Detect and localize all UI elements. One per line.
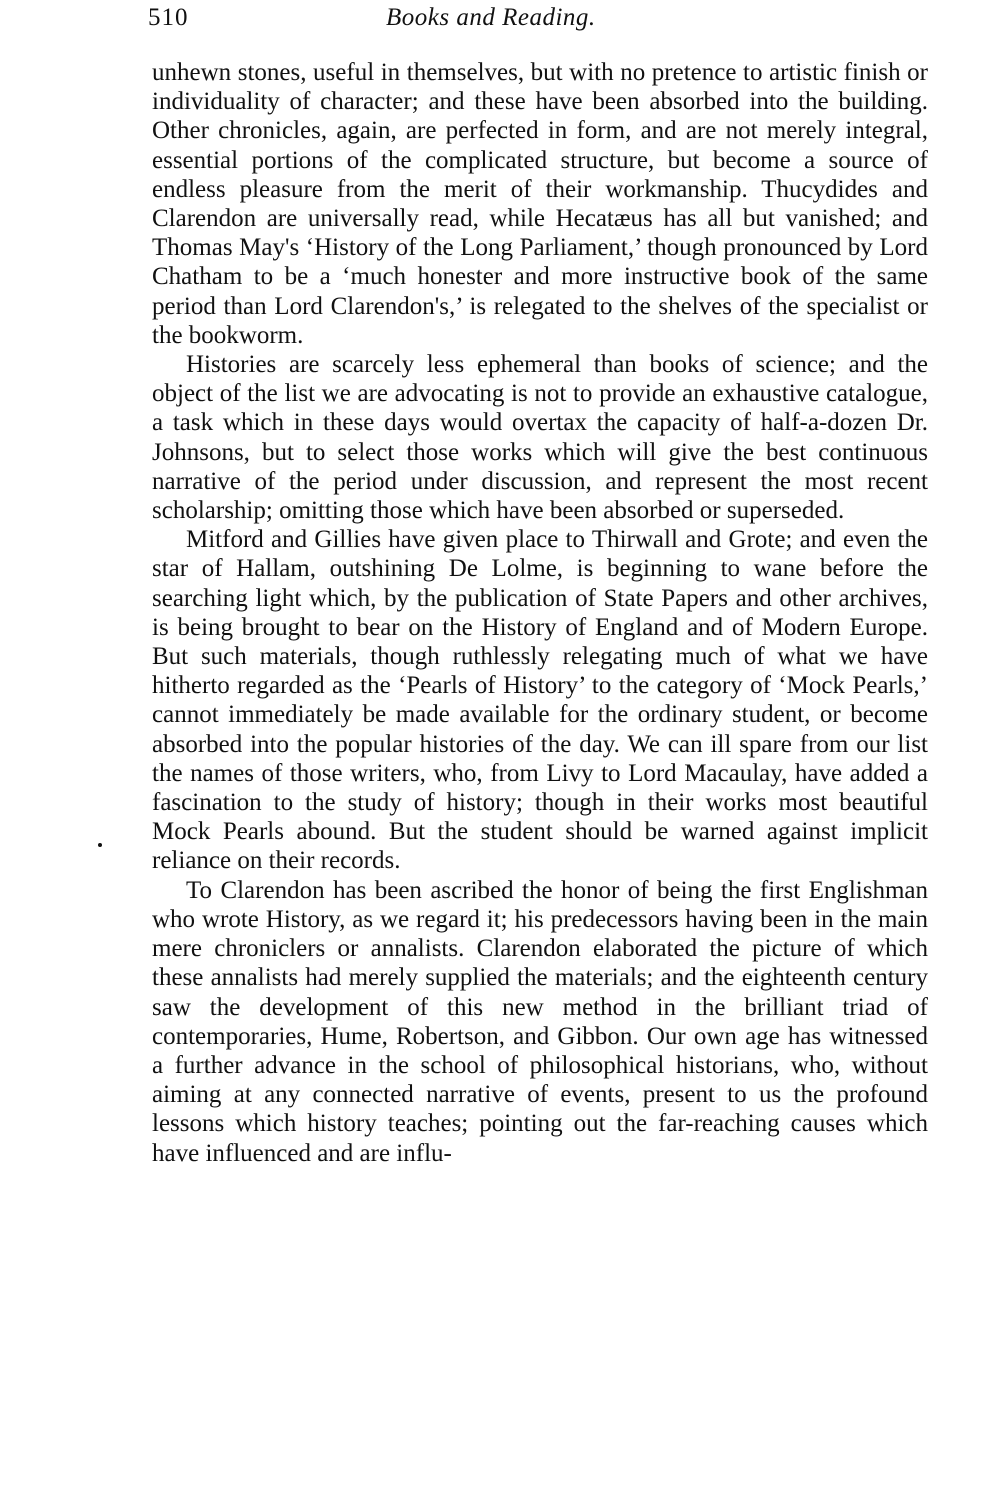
paragraph-mitford: Mitford and Gillies have given place to Thirwall and Grote; and even the star of Hallam, outshining De Lolme, is beginning to wane before the searching light which, by the publication of State Papers and other archives, is being brought to bear on the History of England and of Modern Europe. But such materials, though ruthlessly relegating much of what we have hitherto regarded as the ‘Pearls of History’ to the category of ‘Mock Pearls,’ cannot immediately be made available for the ordinary student, or become absorbed into the popular histories of the day. We can ill spare from our list the names of those writers, who, from Livy to Lord Macaulay, have added a fascination to the study of history; though in their works most beautiful Mock Pearls abound. But the student should be warned against implicit reliance on their records. <box>152 526 928 875</box>
page-number: 510 <box>148 4 189 31</box>
page-header <box>148 4 928 38</box>
paragraph-continuation: unhewn stones, useful in themselves, but with no pretence to artistic finish or individuality of character; and these have been absorbed into the building. Other chronicles, again, are perfected in form, and are not merely integral, essential portions of the complicated structure, but become a source of endless pleasure from the merit of their workmanship. Thucydides and Clarendon are universally read, while Hecatæus has all but vanished; and Thomas May's ‘History of the Long Parliament,’ though pronounced by Lord Chatham to be a ‘much honester and more instructive book of the same period than Lord Clarendon's,’ is relegated to the shelves of the specialist or the bookworm. <box>152 59 928 349</box>
running-title: Books and Reading. <box>386 4 596 31</box>
margin-mark <box>98 843 102 847</box>
body-text <box>152 58 928 1168</box>
paragraph-histories: Histories are scarcely less ephemeral than books of science; and the object of the list we are advocating is not to provide an exhaustive catalogue, a task which in these days would overtax the capacity of half-a-dozen Dr. Johnsons, but to select those works which will give the best continuous narrative of the period under discussion, and represent the most recent scholarship; omitting those which have been absorbed or superseded. <box>152 351 928 525</box>
paragraph-clarendon: To Clarendon has been ascribed the honor of being the first Englishman who wrote History, as we regard it; his predecessors having been in the main mere chroniclers or annalists. Clarendon elaborated the picture of which these annalists had merely supplied the materials; and the eighteenth century saw the development of this new method in the brilliant triad of contemporaries, Hume, Robertson, and Gibbon. Our own age has witnessed a further advance in the school of philosophical historians, who, without aiming at any connected narrative of events, present to us the profound lessons which history teaches; pointing out the far-reaching causes which have influenced and are influ- <box>152 876 928 1167</box>
